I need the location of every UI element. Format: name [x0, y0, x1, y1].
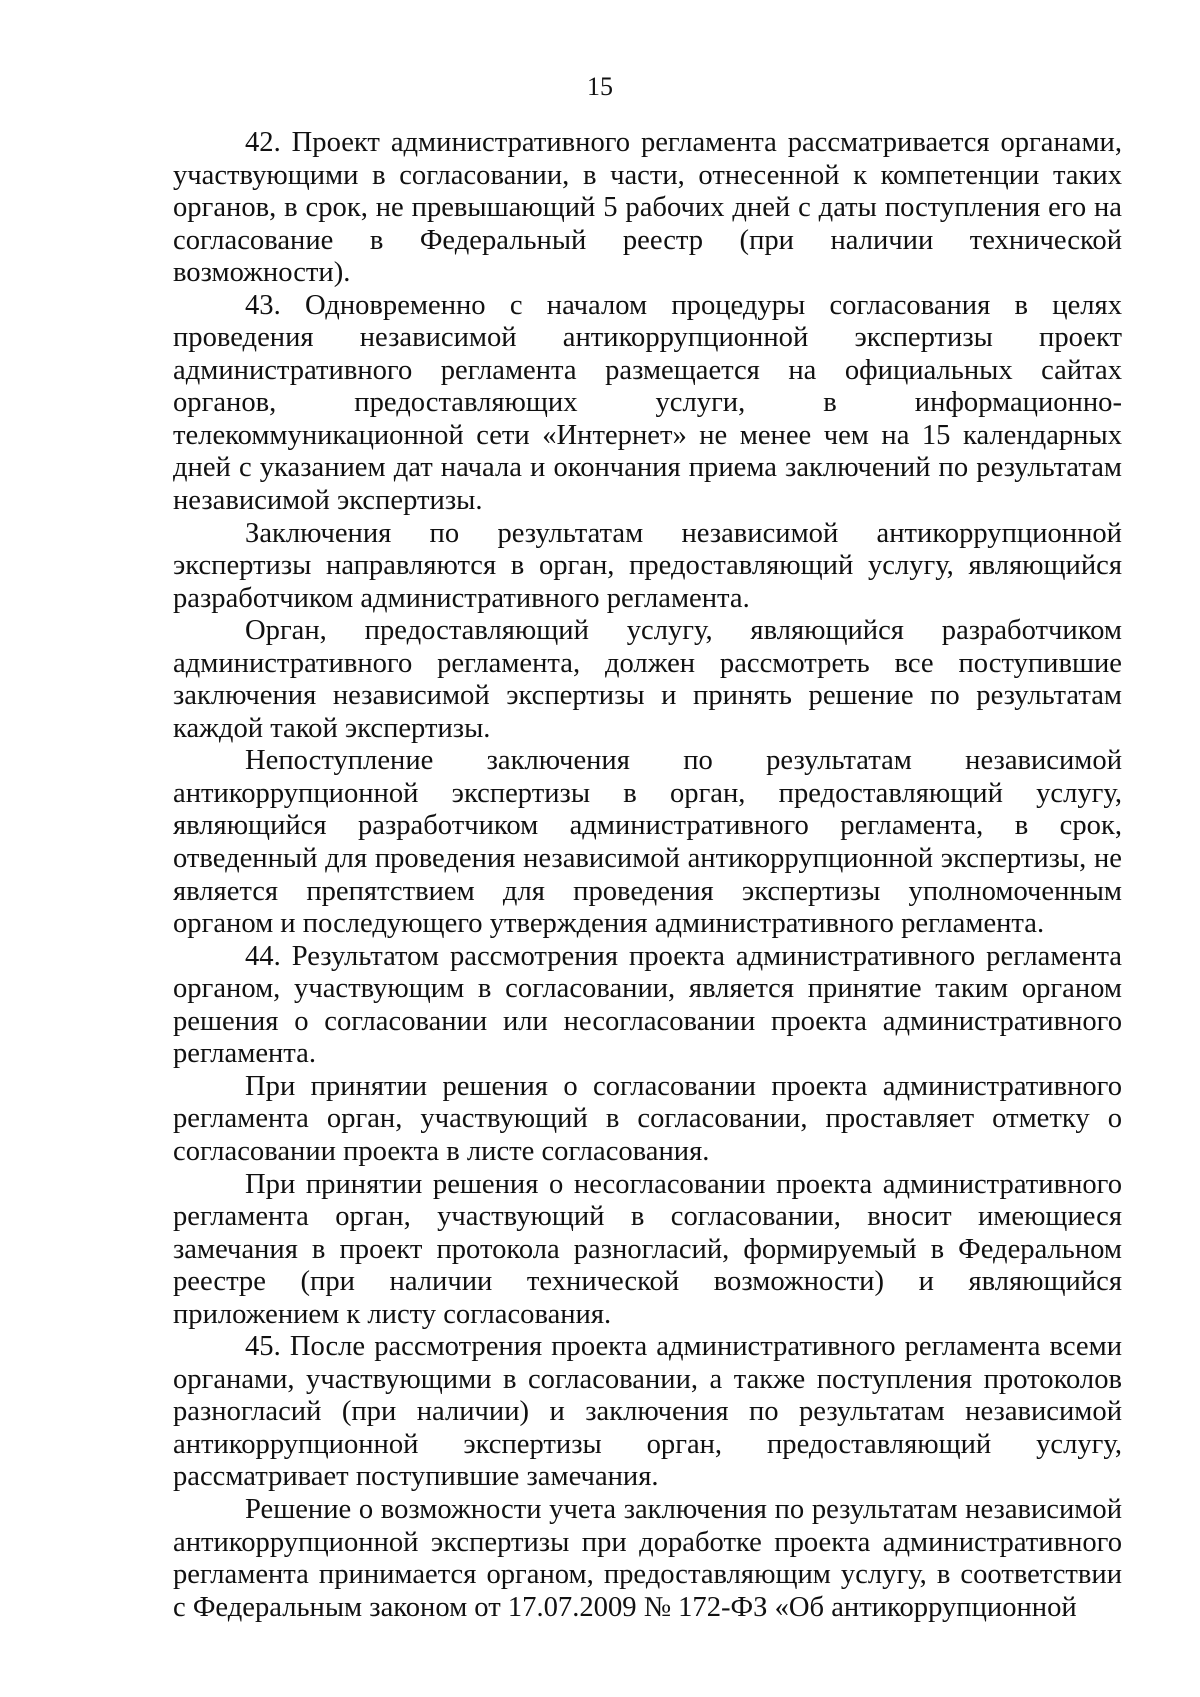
- paragraph-44: 44. Результатом рассмотрения проекта административного регламента органом, участвующим в согласовании, является принятие таким органом решения о согласовании или несогласовании проекта административного регламента.: [173, 940, 1122, 1070]
- page-number: 15: [587, 72, 613, 101]
- paragraph-45: 45. После рассмотрения проекта административного регламента всеми органами, участвующими в согласовании, а также поступления протоколов разногласий (при наличии) и заключения по результатам независимой антикоррупционной экспертизы орган, предоставляющий услугу, рассматривает поступившие замечания.: [173, 1331, 1122, 1493]
- paragraph-44-disapproval: При принятии решения о несогласовании проекта административного регламента орган, участвующий в согласовании, вносит имеющиеся замечания в проект протокола разногласий, формируемый в Федеральном реестре (при наличии технической возможности) и являющийся приложением к листу согласования.: [173, 1168, 1122, 1330]
- paragraph-43-conclusions: Заключения по результатам независимой антикоррупционной экспертизы направляются в орган, предоставляющий услугу, являющийся разработчиком административного регламента.: [173, 517, 1122, 614]
- paragraph-43-non-receipt: Непоступление заключения по результатам независимой антикоррупционной экспертизы в орган, предоставляющий услугу, являющийся разработчиком административного регламента, в срок, отведенный для проведения независимой антикоррупционной экспертизы, не является препятствием для проведения экспертизы уполномоченным органом и последующего утверждения административного регламента.: [173, 745, 1122, 940]
- document-body: [173, 127, 1122, 1624]
- paragraph-43-review: Орган, предоставляющий услугу, являющийся разработчиком административного регламента, должен рассмотреть все поступившие заключения независимой экспертизы и принять решение по результатам каждой такой экспертизы.: [173, 615, 1122, 744]
- paragraph-43: 43. Одновременно с началом процедуры согласования в целях проведения независимой антикоррупционной экспертизы проект административного регламента размещается на официальных сайтах органов, предоставляющих услуги, в информационно-телекоммуникационной сети «Интернет» не менее чем на 15 календарных дней с указанием дат начала и окончания приема заключений по результатам независимой экспертизы.: [173, 289, 1122, 517]
- paragraph-42: 42. Проект административного регламента рассматривается органами, участвующими в согласовании, в части, отнесенной к компетенции таких органов, в срок, не превышающий 5 рабочих дней с даты поступления его на согласование в Федеральный реестр (при наличии технической возможности).: [173, 127, 1122, 289]
- paragraph-45-decision: Решение о возможности учета заключения по результатам независимой антикоррупционной экспертизы при доработке проекта административного регламента принимается органом, предоставляющим услугу, в соответствии с Федеральным законом от 17.07.2009 № 172-ФЗ «Об антикоррупционной: [173, 1493, 1122, 1623]
- paragraph-44-approval: При принятии решения о согласовании проекта административного регламента орган, участвующий в согласовании, проставляет отметку о согласовании проекта в листе согласования.: [173, 1070, 1122, 1167]
